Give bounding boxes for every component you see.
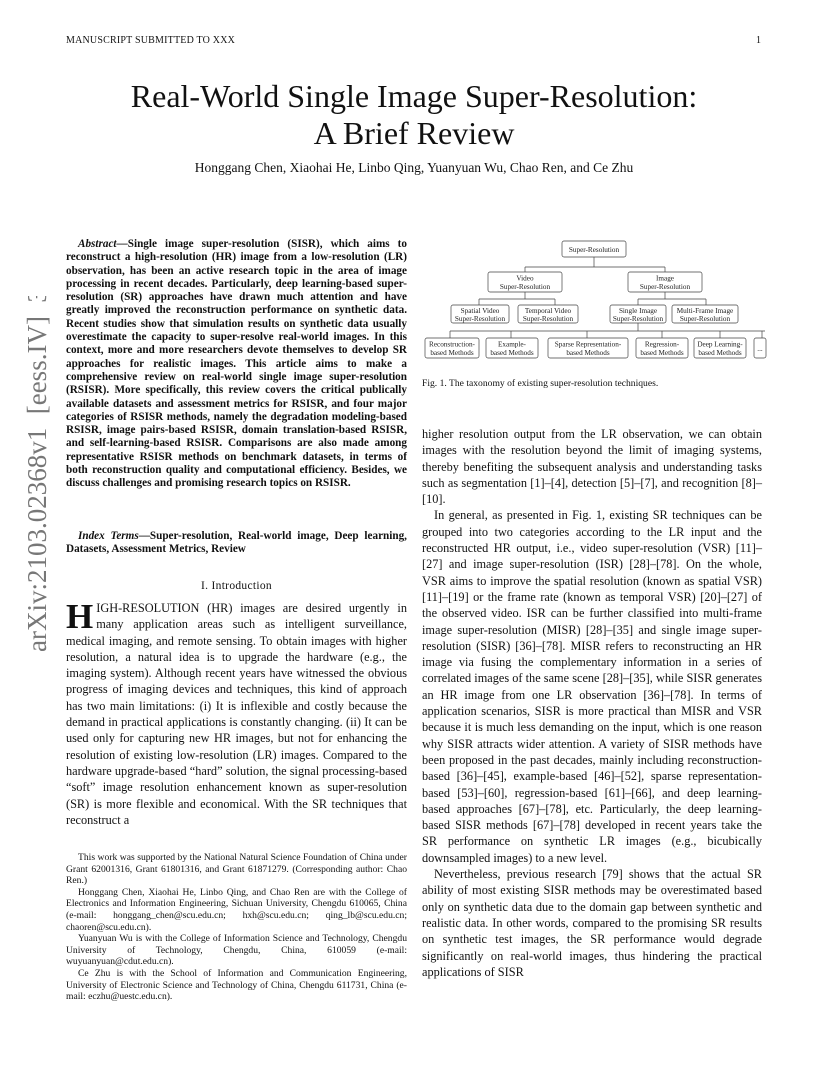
- node-video-line1: Video: [516, 274, 534, 283]
- node-sparse-line1: Sparse Representation-: [554, 340, 622, 349]
- node-recon-line2: based Methods: [430, 349, 474, 357]
- node-regress-line1: Regression-: [644, 340, 680, 349]
- node-recon-line1: Reconstruction-: [429, 340, 475, 349]
- arxiv-identifier: arXiv:2103.02368v1 [eess.IV] 3 Mar 2021: [22, 296, 52, 652]
- right-paragraph-2: In general, as presented in Fig. 1, existing SR techniques can be grouped into two categories according to the LR input and the reconstructed HR output, i.e., video super-resolution (VSR) [11]–[27] and image super-resolution (ISR) [28]–[78]. On the whole, VSR aims to improve the spatial resolution (known as spatial VSR) [11]–[19] or the frame rate (known as temporal VSR) [20]–[27] of the observed video. ISR can be further classified into multi-frame image super-resolution (MISR) [28]–[35] and single image super-resolution (SISR) [36]–[78]. MISR refers to reconstructing an HR image via fusing the complementary information in a series of correlated images of the same scene [28]–[35], while SISR generates an HR image from one LR observation [36]–[78]. In terms of application scenarios, SISR is more practical than MISR and VSR because it is much less demanding on the input, which is one reason why SISR attracts wider attention. A variety of SISR methods have been proposed in the past decades, mainly including reconstruction-based [36]–[45], example-based [46]–[52], sparse representation-based [53]–[60], regression-based [61]–[66], and deep learning-based approaches [67]–[78], etc. Particularly, the deep learning-based SISR methods [67]–[78] developed in recent years take the SR performance on synthetic LR images (e.g., bicubically downsampled images) to a new level.: [422, 508, 762, 865]
- node-root: Super-Resolution: [568, 246, 620, 254]
- abstract-text: —Single image super-resolution (SISR), which aims to reconstruct a high-resolution (HR) image from a low-resolution (LR) observation, has been an active research topic in the area of image processing in recent decades. Particularly, deep learning-based super-resolution (SR) approaches have drawn much attention and have greatly improved the reconstruction performance on synthetic data. Recent studies show that simulation results on synthetic data usually overestimate the capacity to super-resolve real-world images. In this context, more and more researchers devote themselves to develop SR approaches for realistic images. This article aims to make a comprehensive review on real-world single image super-resolution (RSISR). More specifically, this review covers the critical publically available datasets and assessment metrics for RSISR, and four major categories of RSISR methods, namely the degradation modeling-based RSISR, image pairs-based RSISR, domain translation-based RSISR, and self-learning-based RSISR. Comparisons are also made among representative RSISR methods on benchmark datasets, in terms of both reconstruction quality and computational efficiency. Besides, we discuss challenges and promising research topics on RSISR.: [66, 238, 407, 490]
- node-regress-line2: based Methods: [640, 349, 684, 357]
- index-terms-lead: Index Terms: [78, 530, 139, 542]
- footnote-affiliation-1: Honggang Chen, Xiaohai He, Linbo Qing, and Chao Ren are with the College of Electronics and Information Engineering, Sichuan University, Chengdu 610065, China (e-mail: honggang_chen@scu.edu.cn; hxh@scu.edu.cn; qing_lb@scu.edu.cn; chaoren@scu.edu.cn).: [66, 886, 407, 933]
- footnotes: [66, 852, 407, 1003]
- node-image-line2: Super-Resolution: [639, 283, 691, 291]
- running-header: MANUSCRIPT SUBMITTED TO XXX: [66, 35, 236, 46]
- right-column-text: [422, 426, 762, 980]
- author-list: Honggang Chen, Xiaohai He, Linbo Qing, Yuanyuan Wu, Chao Ren, and Ce Zhu: [194, 160, 634, 175]
- node-image-line1: Image: [656, 274, 674, 283]
- node-misr-line1: Multi-Frame Image: [676, 307, 734, 315]
- section-heading: I. Introduction: [201, 580, 272, 592]
- figure-caption: Fig. 1. The taxonomy of existing super-resolution techniques.: [422, 378, 659, 389]
- node-more: ...: [757, 345, 763, 353]
- node-deep-line2: based Methods: [698, 349, 742, 357]
- introduction-text: IGH-RESOLUTION (HR) images are desired urgently in many application areas such as intelligent surveillance, medical imaging, and remote sensing. To obtain images with higher resolution, a natural idea is to upgrade the hardware (e.g., the imaging system). Although recent years have witnessed the obvious progress of imaging devices and techniques, this kind of approach has two main limitations: (i) It is inflexible and costly because the demand in practical applications is constantly changing. (ii) It can be used only for capturing new HR images, but not for enhancing the resolution of existing low-resolution (LR) images. Compared to the hardware upgrade-based “hard” solution, the signal processing-based “soft” image resolution enhancement known as super-resolution (SR) is more flexible and economical. With the SR techniques that reconstruct a: [66, 601, 407, 827]
- node-svsr-line2: Super-Resolution: [454, 315, 506, 323]
- footnote-funding: This work was supported by the National Natural Science Foundation of China under Grant 62001316, Grant 61801316, and Grant 61871279. (Corresponding author: Chao Ren.): [66, 852, 407, 887]
- node-sparse-line2: based Methods: [566, 349, 610, 357]
- arxiv-side-stamp: [2, 296, 58, 656]
- node-tvsr-line1: Temporal Video: [524, 307, 572, 315]
- footnote-affiliation-2: Yuanyuan Wu is with the College of Information Science and Technology, Chengdu University of Technology, Chengdu, China, 610059 (e-mail: wuyuanyuan@cdut.edu.cn).: [66, 933, 407, 968]
- page-number: 1: [756, 35, 761, 46]
- index-terms: [66, 530, 407, 557]
- node-sisr-line1: Single Image: [618, 307, 658, 315]
- right-paragraph-1: higher resolution output from the LR observation, we can obtain images with the resolution beyond the limit of imaging systems, thereby benefiting the subsequent analysis and understanding tasks such as segmentation [1]–[4], detection [5]–[7], and recognition [8]–[10].: [422, 427, 762, 507]
- node-misr-line2: Super-Resolution: [679, 315, 731, 323]
- abstract-lead: Abstract: [78, 238, 117, 250]
- node-tvsr-line2: Super-Resolution: [522, 315, 574, 323]
- introduction-paragraph: [66, 597, 407, 828]
- drop-cap: H: [66, 597, 94, 636]
- node-deep-line1: Deep Learning-: [697, 340, 743, 349]
- node-sisr-line2: Super-Resolution: [612, 315, 664, 323]
- paper-title: [60, 78, 768, 152]
- node-example-line2: based Methods: [490, 349, 534, 357]
- title-line-2: A Brief Review: [313, 115, 515, 151]
- footnote-affiliation-3: Ce Zhu is with the School of Information and Communication Engineering, University of Electronic Science and Technology of China, Chengdu 611731, China (e-mail: eczhu@uestc.edu.cn).: [66, 967, 407, 1003]
- node-example-line1: Example-: [498, 340, 526, 349]
- index-terms-text: —Super-resolution, Real-world image, Deep learning, Datasets, Assessment Metrics, Review: [66, 530, 407, 556]
- node-video-line2: Super-Resolution: [499, 283, 551, 291]
- taxonomy-figure: [422, 235, 767, 367]
- title-line-1: Real-World Single Image Super-Resolution:: [130, 78, 698, 114]
- node-svsr-line1: Spatial Video: [460, 307, 500, 315]
- right-paragraph-3: Nevertheless, previous research [79] shows that the actual SR ability of most existing SISR methods may be overestimated based only on synthetic data due to the domain gap between synthetic and realistic data. In other words, compared to the promising SR results on synthetic test images, the SR performance would degrade significantly on real-world images, thus hindering the practical applications of SISR: [422, 867, 762, 979]
- abstract: [66, 238, 407, 491]
